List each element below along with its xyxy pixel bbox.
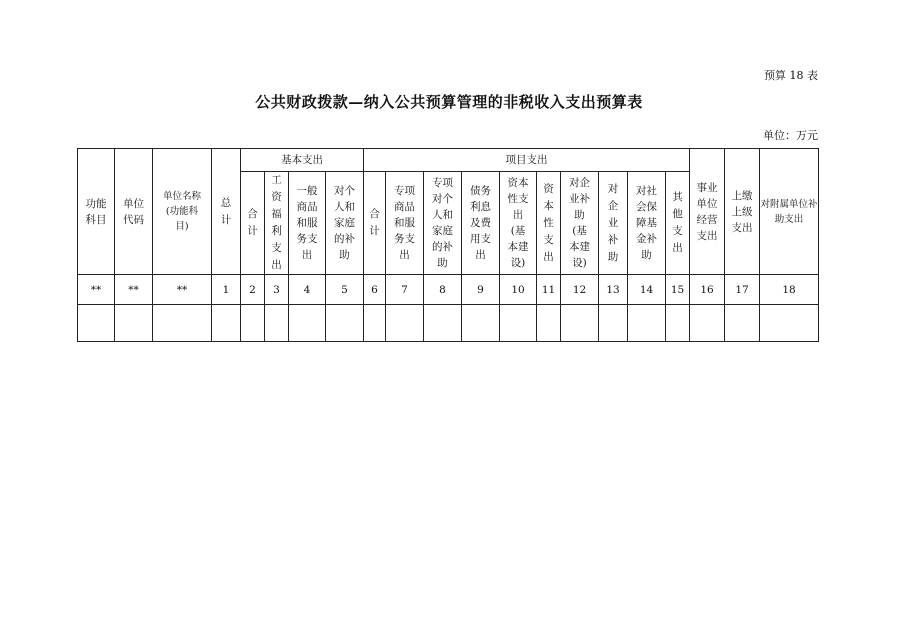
empty-cell — [725, 305, 760, 342]
header-proj-capital: 资本性支出 — [537, 172, 561, 275]
empty-cell — [212, 305, 241, 342]
header-func-subject: 功能科目 — [78, 149, 115, 275]
index-cell: 17 — [725, 275, 760, 305]
empty-cell — [628, 305, 666, 342]
header-basic-subtotal: 合计 — [241, 172, 265, 275]
unit-label: 单位：万元 — [763, 129, 818, 142]
header-unit-code: 单位代码 — [115, 149, 153, 275]
header-total: 总计 — [212, 149, 241, 275]
header-upper: 上缴上级支出 — [725, 149, 760, 275]
empty-data-row — [78, 305, 819, 342]
empty-cell — [690, 305, 725, 342]
form-number: 预算 18 表 — [764, 69, 818, 82]
index-cell: 9 — [462, 275, 500, 305]
index-cell: 5 — [326, 275, 364, 305]
header-basic-household: 对个人和家庭的补助 — [326, 172, 364, 275]
index-cell: 15 — [666, 275, 690, 305]
header-unit-name: 单位名称(功能科目) — [153, 149, 212, 275]
empty-cell — [462, 305, 500, 342]
index-cell: 13 — [599, 275, 628, 305]
index-cell: 14 — [628, 275, 666, 305]
document-title: 公共财政拨款—纳入公共预算管理的非税收入支出预算表 — [255, 93, 643, 111]
index-cell: 16 — [690, 275, 725, 305]
index-row — [78, 275, 819, 305]
header-basic-goods: 一般商品和服务支出 — [289, 172, 326, 275]
index-cell: 12 — [561, 275, 599, 305]
empty-cell — [500, 305, 537, 342]
group-basic-expenditure: 基本支出 — [241, 149, 364, 172]
header-proj-subtotal: 合计 — [364, 172, 386, 275]
index-cell: ** — [78, 275, 115, 305]
group-header-row — [78, 149, 819, 172]
header-proj-social: 对社会保障基金补助 — [628, 172, 666, 275]
empty-cell — [364, 305, 386, 342]
header-proj-household: 专项对个人和家庭的补助 — [424, 172, 462, 275]
index-cell: 7 — [386, 275, 424, 305]
empty-cell — [760, 305, 819, 342]
index-cell: ** — [115, 275, 153, 305]
empty-cell — [537, 305, 561, 342]
empty-cell — [666, 305, 690, 342]
index-cell: 8 — [424, 275, 462, 305]
header-basic-salary: 工资福利支出 — [265, 172, 289, 275]
header-proj-enterprise: 对企业补助 — [599, 172, 628, 275]
empty-cell — [153, 305, 212, 342]
index-cell: 10 — [500, 275, 537, 305]
header-proj-capital-build: 资本性支出(基本建设) — [500, 172, 537, 275]
header-proj-debt: 债务利息及费用支出 — [462, 172, 500, 275]
header-affiliated: 对附属单位补助支出 — [760, 149, 819, 275]
index-cell: ** — [153, 275, 212, 305]
header-proj-goods: 专项商品和服务支出 — [386, 172, 424, 275]
empty-cell — [265, 305, 289, 342]
empty-cell — [386, 305, 424, 342]
empty-cell — [78, 305, 115, 342]
budget-table — [77, 148, 819, 342]
empty-cell — [115, 305, 153, 342]
index-cell: 1 — [212, 275, 241, 305]
empty-cell — [599, 305, 628, 342]
empty-cell — [561, 305, 599, 342]
empty-cell — [289, 305, 326, 342]
index-cell: 2 — [241, 275, 265, 305]
index-cell: 6 — [364, 275, 386, 305]
empty-cell — [424, 305, 462, 342]
index-cell: 3 — [265, 275, 289, 305]
index-cell: 4 — [289, 275, 326, 305]
header-business: 事业单位经营支出 — [690, 149, 725, 275]
group-project-expenditure: 项目支出 — [364, 149, 690, 172]
empty-cell — [241, 305, 265, 342]
index-cell: 11 — [537, 275, 561, 305]
index-cell: 18 — [760, 275, 819, 305]
header-proj-other: 其他支出 — [666, 172, 690, 275]
header-proj-enterprise-build: 对企业补助(基本建设) — [561, 172, 599, 275]
empty-cell — [326, 305, 364, 342]
